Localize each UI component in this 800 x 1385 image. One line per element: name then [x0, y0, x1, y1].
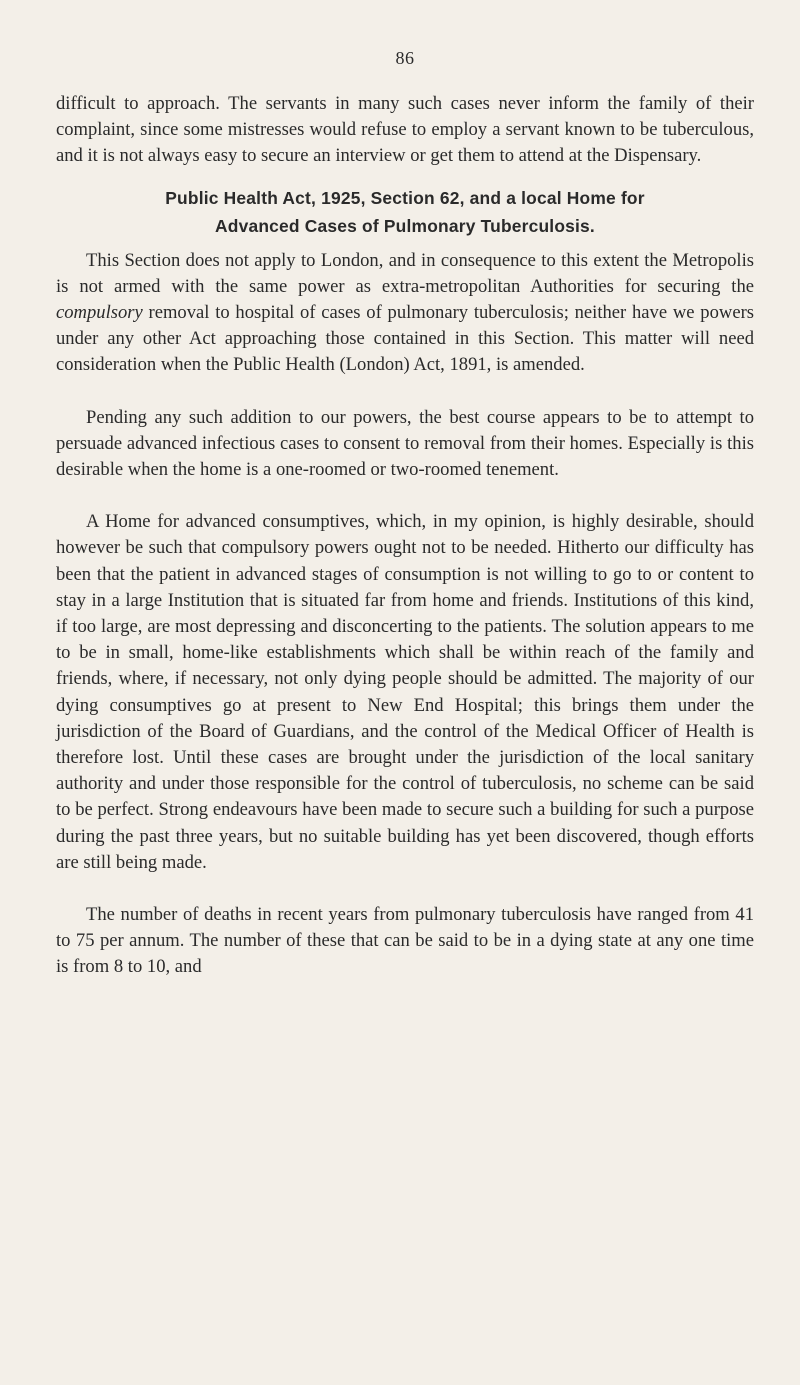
emphasis-compulsory: compulsory	[56, 302, 143, 324]
paragraph-gap	[56, 876, 754, 902]
paragraph-section-62	[56, 248, 754, 379]
paragraph-pending-powers: Pending any such addition to our powers, the best course appears to be to attempt to persuade advanced infectious cases to consent to removal from their homes. Especially is this desirable when the home is a one-roomed or two-roomed tenement.	[56, 406, 754, 481]
paragraph-death-numbers: The number of deaths in recent years from pulmonary tuberculosis have ranged from 41 to 75 per annum. The number of these that can be said to be in a dying state at any one time is from 8 to 10, and	[56, 904, 754, 978]
section-heading-line-2: Advanced Cases of Pulmonary Tuberculosis.	[215, 215, 595, 236]
paragraph-gap	[56, 483, 754, 509]
page-number: 86	[395, 48, 415, 68]
paragraph-home-for-consumptives: A Home for advanced consumptives, which, in my opinion, is highly desirable, should however be such that compulsory powers ought not to be needed. Hitherto our difficulty has been that the patient in advanced stages of consumption is not willing to go to or content to stay in a large Institution that is situated far from home and friends. Institutions of this kind, if too large, are most depressing and disconcerting to the patients. The solution appears to me to be in small, home-like establishments which shall be within reach of the family and friends, where, if necessary, not only dying people should be admitted. The majority of our dying consumptives go at present to New End Hospital; this brings them under the jurisdiction of the Board of Guardians, and the control of the Medical Officer of Health is therefore lost. Until these cases are brought under the jurisdiction of the local sanitary authority and under those responsible for the control of tuberculosis, no scheme can be said to be perfect. Strong endeavours have been made to secure such a building for such a purpose during the past three years, but no suitable building has yet been discovered, though efforts are still being made.	[56, 511, 754, 873]
paragraph-section-62-part-b: removal to hospital of cases of pulmonary tuberculosis; neither have we powers under any other Act approaching those contained in this Section. This matter will need consideration when the Public Health (London) Act, 1891, is amended.	[56, 302, 754, 376]
section-heading	[56, 184, 754, 240]
paragraph-section-62-part-a: This Section does not apply to London, and in consequence to this extent the Metropolis is not armed with the same power as extra-metropolitan Authorities for securing the	[56, 249, 754, 297]
paragraph-continuation: difficult to approach. The servants in many such cases never inform the family of their complaint, since some mistresses would refuse to employ a servant known to be tuberculous, and it is not always easy to secure an interview or get them to attend at the Dispensary.	[56, 93, 754, 167]
paragraph-gap	[56, 379, 754, 405]
document-page	[56, 48, 754, 981]
section-heading-line-1: Public Health Act, 1925, Section 62, and a local Home for	[165, 187, 645, 208]
